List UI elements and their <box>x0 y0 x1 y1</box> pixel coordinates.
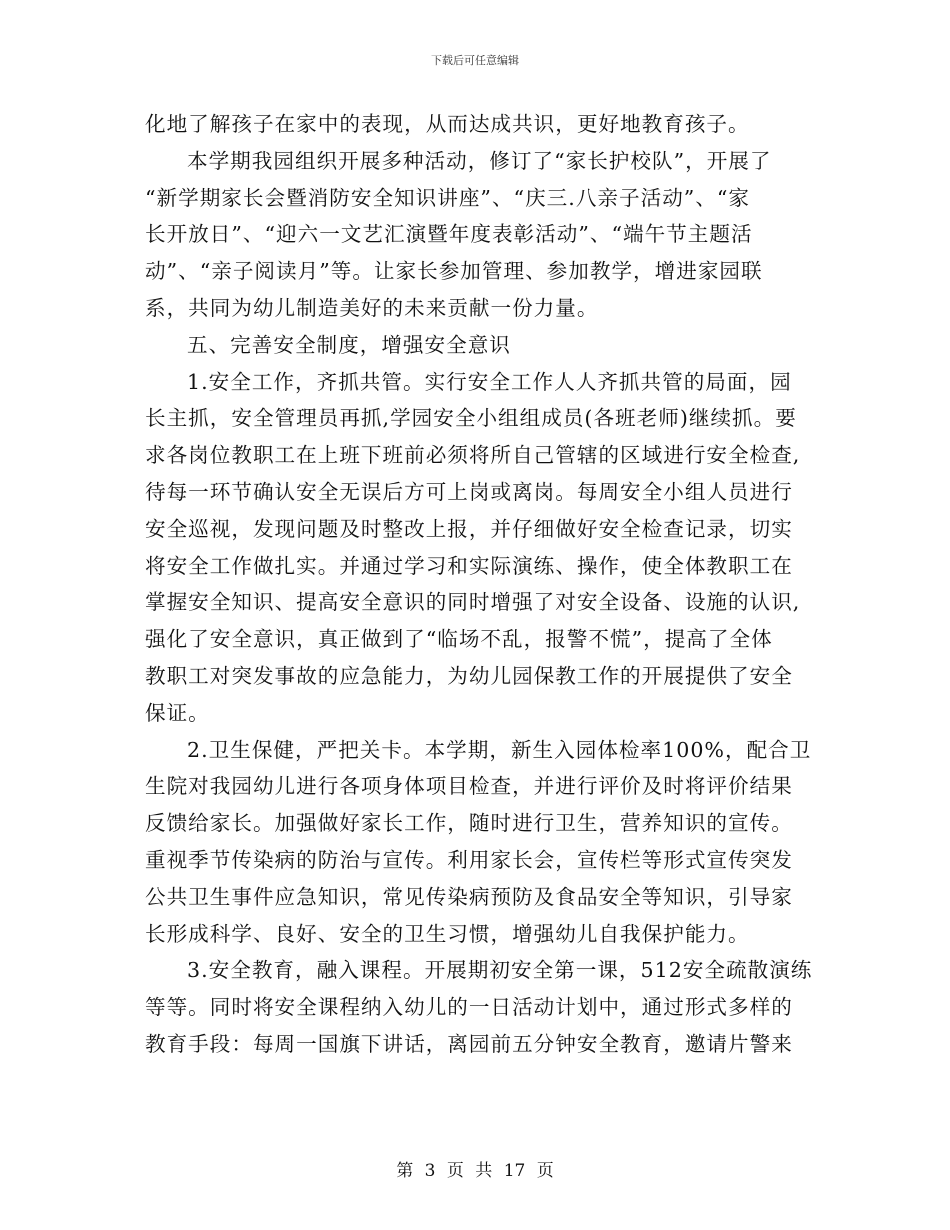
section-heading: 五、完善安全制度，增强安全意识 <box>187 332 511 357</box>
text-line: 重视季节传染病的防治与宣传。利用家长会，宣传栏等形式宣传突发 <box>145 847 793 872</box>
text-line: 化地了解孩子在家中的表现，从而达成共识，更好地教育孩子。 <box>145 112 750 136</box>
text-line: 公共卫生事件应急知识，常见传染病预防及食品安全等知识，引导家 <box>145 884 793 909</box>
text-line: 求各岗位教职工在上班下班前必须将所自己管辖的区域进行安全检查, <box>145 443 801 468</box>
text-line: “新学期家长会暨消防安全知识讲座”、“庆三.八亲子活动”、“家 <box>145 185 751 210</box>
text-line: 教育手段：每周一国旗下讲话，离园前五分钟安全教育，邀请片警来 <box>145 1031 793 1056</box>
text-line: 动”、“亲子阅读月”等。让家长参加管理、参加教学，增进家园联 <box>145 259 763 284</box>
text-line: 待每一环节确认安全无误后方可上岗或离岗。每周安全小组人员进行 <box>145 479 793 504</box>
text-line: 3.安全教育，融入课程。开展期初安全第一课，512安全疏散演练 <box>187 958 813 983</box>
text-line: 1.安全工作，齐抓共管。实行安全工作人人齐抓共管的局面，园 <box>187 369 792 394</box>
text-line: 生院对我园幼儿进行各项身体项目检查，并进行评价及时将评价结果 <box>145 774 793 799</box>
text-line: 保证。 <box>145 700 210 725</box>
header-note: 下载后可任意编辑 <box>431 54 519 67</box>
body-text <box>145 106 813 1063</box>
text-line: 2.卫生保健，严把关卡。本学期，新生入园体检率100%，配合卫 <box>187 737 812 762</box>
text-line: 掌握安全知识、提高安全意识的同时增强了对安全设备、设施的认识, <box>145 590 801 615</box>
text-line: 本学期我园组织开展多种活动，修订了“家长护校队”，开展了 <box>187 148 772 173</box>
text-line: 长形成科学、良好、安全的卫生习惯，增强幼儿自我保护能力。 <box>145 921 750 946</box>
text-line: 长开放日”、“迎六一文艺汇演暨年度表彰活动”、“端午节主题活 <box>145 222 753 247</box>
text-line: 等等。同时将安全课程纳入幼儿的一日活动计划中，通过形式多样的 <box>145 995 793 1020</box>
text-line: 将安全工作做扎实。并通过学习和实际演练、操作，使全体教职工在 <box>145 553 793 578</box>
text-line: 反馈给家长。加强做好家长工作，随时进行卫生，营养知识的宣传。 <box>145 811 793 836</box>
text-line: 强化了安全意识，真正做到了“临场不乱，报警不慌”，提高了全体 <box>145 627 773 652</box>
text-line: 系，共同为幼儿制造美好的未来贡献一份力量。 <box>145 295 599 320</box>
text-line: 教职工对突发事故的应急能力，为幼儿园保教工作的开展提供了安全 <box>145 663 793 688</box>
page-number-footer: 第 3 页 共 17 页 <box>396 1161 554 1181</box>
text-line: 长主抓，安全管理员再抓,学园安全小组组成员(各班老师)继续抓。要 <box>145 406 797 431</box>
text-line: 安全巡视，发现问题及时整改上报，并仔细做好安全检查记录，切实 <box>145 516 793 541</box>
